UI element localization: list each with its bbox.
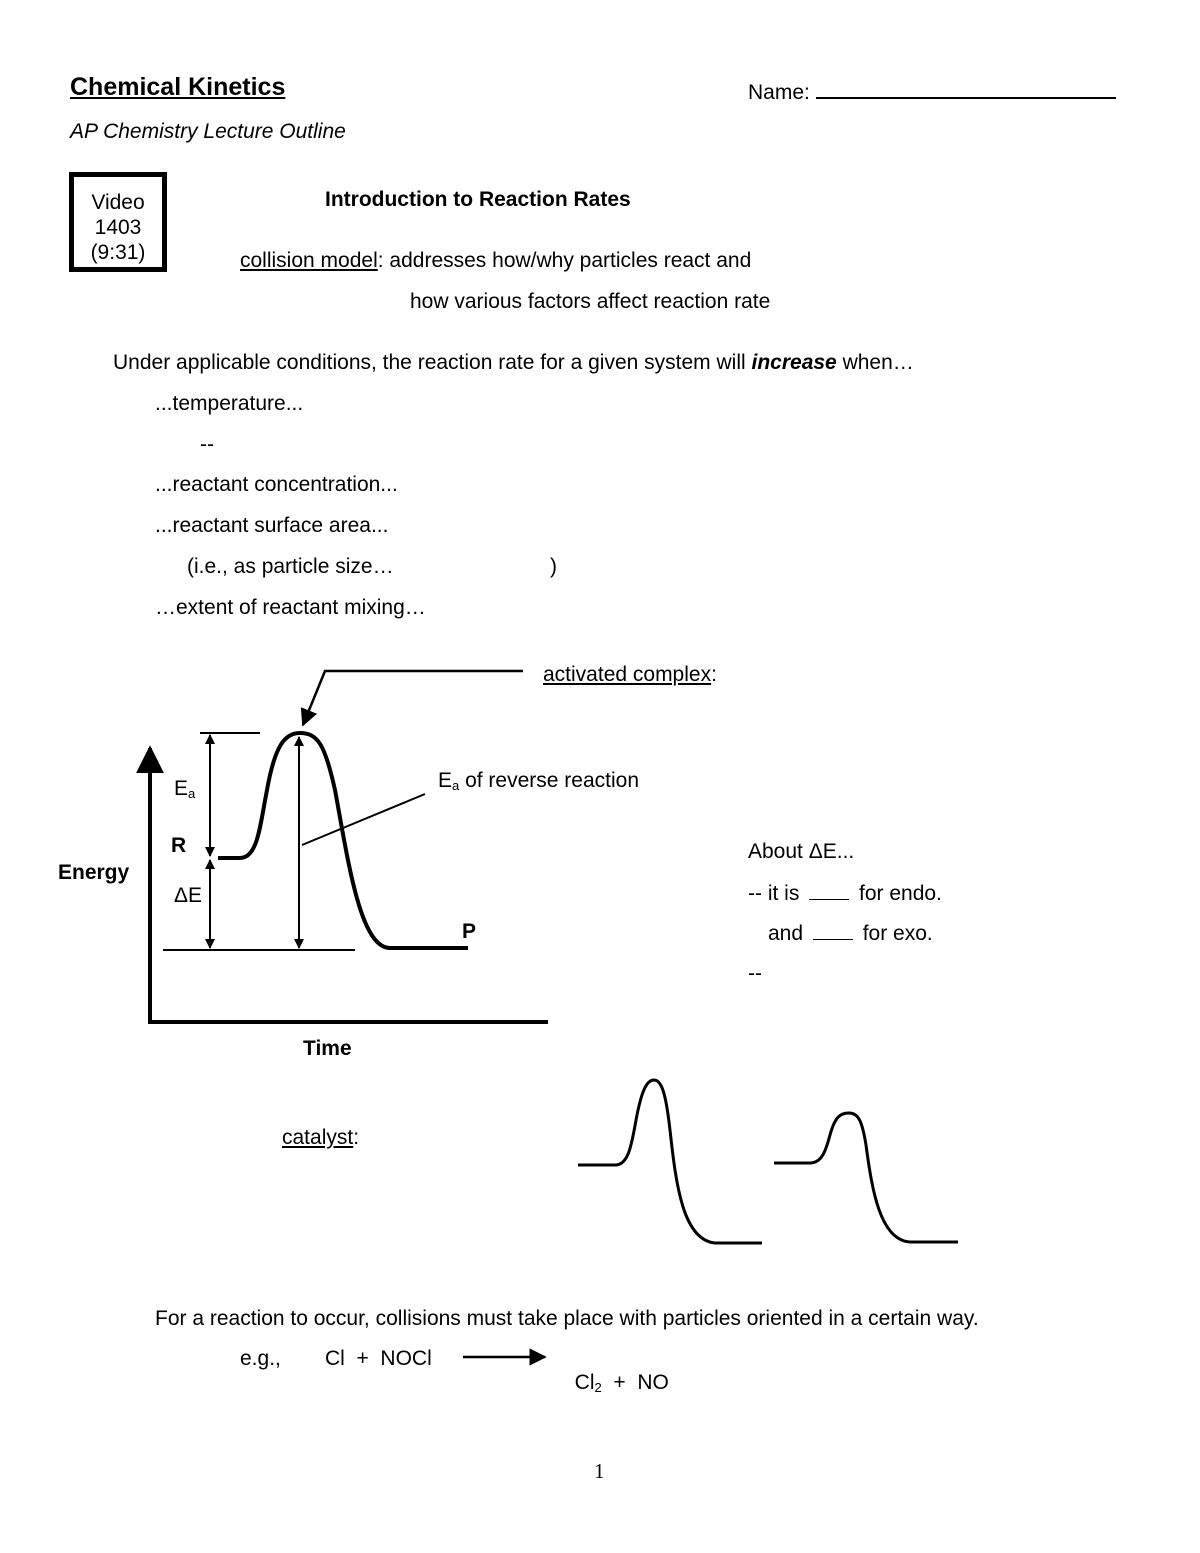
orientation-sentence: For a reaction to occur, collisions must take place with particles oriented in a certain way. — [155, 1307, 979, 1330]
ea-label-main: E — [174, 777, 189, 800]
about-de-line-1 — [748, 882, 942, 906]
conditions-lead-end: when… — [836, 351, 914, 374]
about-de-line-1-pre: -- it is — [748, 882, 806, 905]
collision-colon: : — [377, 249, 384, 272]
product-cl: Cl — [574, 1371, 595, 1394]
video-number: 1403 — [94, 216, 142, 239]
collision-model-term: collision model — [240, 249, 378, 272]
about-de-line-1-post: for endo. — [853, 882, 942, 905]
section-heading: Introduction to Reaction Rates — [325, 188, 631, 211]
condition-temperature-dash: -- — [200, 433, 214, 456]
reverse-ea-text: of reverse reaction — [459, 769, 640, 792]
catalyst-colon: : — [353, 1126, 360, 1149]
products-label: P — [462, 920, 477, 943]
ea-label — [174, 777, 195, 801]
product-no: + NO — [601, 1371, 669, 1394]
condition-mixing: …extent of reactant mixing… — [155, 596, 426, 619]
endo-blank[interactable] — [809, 883, 849, 900]
video-label: Video — [91, 191, 145, 214]
increase-emphasis: increase — [751, 351, 837, 374]
reaction-products — [563, 1347, 669, 1395]
product-cl-sub: 2 — [594, 1380, 602, 1395]
condition-particle-size-close: ) — [550, 555, 557, 578]
x-axis-label: Time — [303, 1037, 352, 1060]
reverse-ea-main: E — [438, 769, 453, 792]
page-number: 1 — [594, 1459, 605, 1483]
about-de-heading: About ΔE... — [748, 840, 855, 863]
about-de-line-2 — [768, 922, 933, 946]
reverse-ea-label — [438, 769, 639, 793]
condition-surface-area: ...reactant surface area... — [155, 514, 389, 537]
name-label: Name: — [748, 81, 810, 104]
catalyst-term: catalyst — [282, 1126, 354, 1149]
about-de-line-2-post: for exo. — [856, 922, 933, 945]
reaction-reactants: Cl + NOCl — [325, 1347, 432, 1370]
uncatalyzed-curve — [578, 1080, 762, 1243]
activated-complex-colon: : — [711, 663, 717, 686]
page-title: Chemical Kinetics — [70, 73, 286, 101]
condition-particle-size: (i.e., as particle size… — [187, 555, 394, 578]
delta-e-label: ΔE — [174, 884, 203, 907]
activated-complex-pointer — [303, 671, 523, 725]
catalyzed-curve — [774, 1113, 958, 1242]
collision-definition-1: addresses how/why particles react and — [383, 249, 752, 272]
about-de-line-2-pre: and — [768, 922, 809, 945]
y-axis-label: Energy — [58, 861, 130, 884]
energy-curve — [218, 733, 468, 948]
conditions-lead-text: Under applicable conditions, the reaction rate for a given system will — [113, 351, 752, 374]
video-duration: (9:31) — [90, 241, 146, 264]
activated-complex-label — [543, 663, 717, 687]
condition-temperature: ...temperature... — [155, 392, 304, 415]
activated-complex-term: activated complex — [543, 663, 712, 686]
reverse-ea-sub: a — [452, 778, 460, 793]
page-subtitle: AP Chemistry Lecture Outline — [70, 120, 346, 143]
collision-definition-2: how various factors affect reaction rate — [410, 290, 771, 313]
catalyst-label — [282, 1126, 359, 1150]
example-label: e.g., — [240, 1347, 281, 1370]
reverse-ea-leader — [302, 794, 425, 845]
about-de-line-3: -- — [748, 962, 762, 985]
condition-concentration: ...reactant concentration... — [155, 473, 398, 496]
reactants-label: R — [171, 834, 187, 857]
exo-blank[interactable] — [813, 923, 853, 940]
ea-label-sub: a — [188, 786, 196, 801]
